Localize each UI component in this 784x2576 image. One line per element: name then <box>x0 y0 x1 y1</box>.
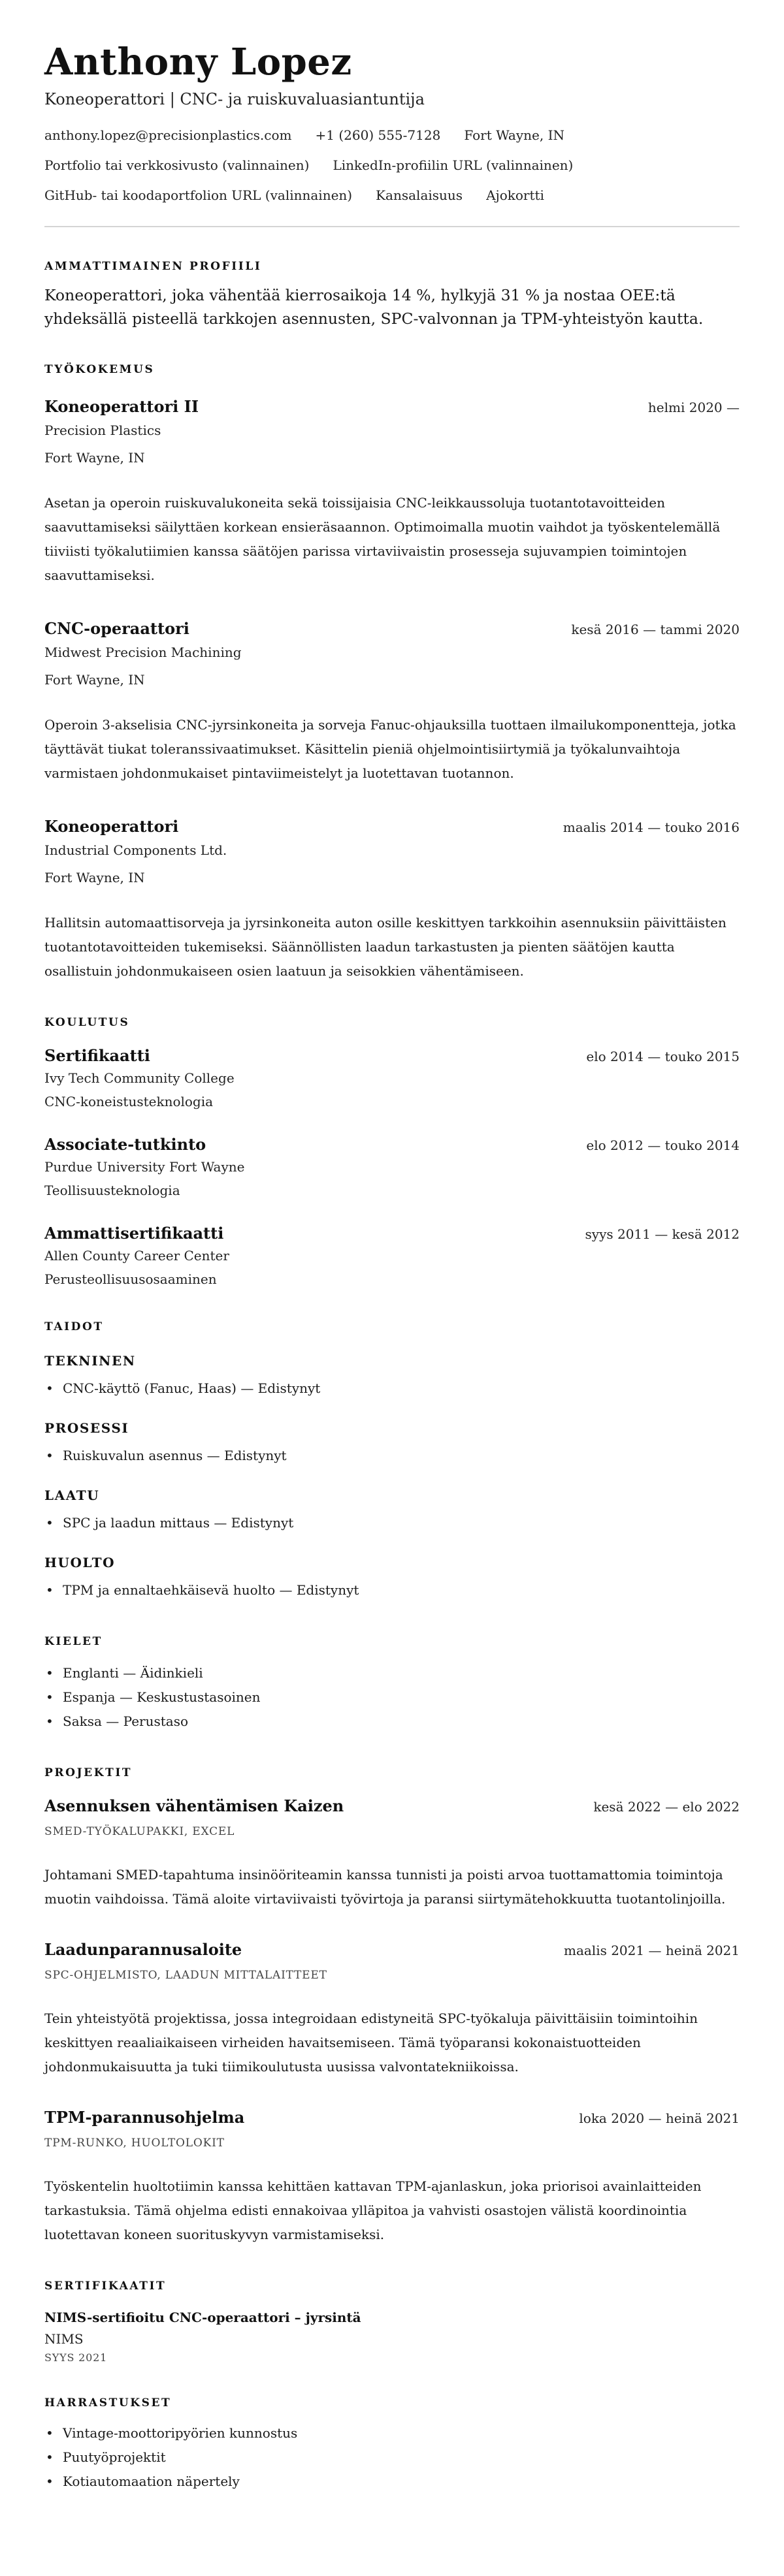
job-description: Hallitsin automaattisorveja ja jyrsinkoneita auton osille keskittyen tarkkoihin asennuksiin päivittäisten tuotantotavoitteiden tukemiseksi. Säännöllisten laadun tarkastusten ja pienten säätöjen kautta osallistuin johdonmukaiseen osien laatuun ja seisokkien vähentämiseen. <box>44 915 727 979</box>
profile-summary: Koneoperattori, joka vähentää kierrosaikoja 14 %, hylkyjä 31 % ja nostaa OEE:tä yhdeksällä pisteellä tarkkojen asennusten, SPC-valvonnan ja TPM-yhteistyön kautta. <box>44 286 704 328</box>
project-date: maalis 2021 — heinä 2021 <box>563 1943 740 1958</box>
section-title-projects: PROJEKTIT <box>44 1766 133 1779</box>
project-entry <box>44 2108 740 2247</box>
education-date: elo 2012 — touko 2014 <box>586 1137 740 1153</box>
contact-citizenship: Kansalaisuus <box>376 187 463 203</box>
job-company: Midwest Precision Machining <box>44 644 242 660</box>
project-description: Tein yhteistyötä projektissa, jossa integroidaan edistyneitä SPC-työkaluja päivittäisiin toimintoihin keskittyen reaaliaikaiseen virheiden havaitsemiseen. Tämä työparansi kokonaistuotteiden johdonmukaisuutta ja tuki tiimikoulutusta uusissa valvontatekniikoissa. <box>44 2011 698 2075</box>
job-entry <box>44 397 740 588</box>
job-location: Fort Wayne, IN <box>44 870 145 885</box>
job-title: Koneoperattori II <box>44 397 199 416</box>
education-degree: Associate-tutkinto <box>44 1135 206 1154</box>
projects-section <box>44 1766 740 2247</box>
job-date: kesä 2016 — tammi 2020 <box>571 622 740 637</box>
job-company: Precision Plastics <box>44 422 161 438</box>
skill-item: • Ruiskuvalun asennus — Edistynyt <box>44 1444 740 1468</box>
education-school: Ivy Tech Community College <box>44 1070 235 1086</box>
hobbies-section <box>44 2396 740 2494</box>
skill-category: LAATU <box>44 1487 100 1503</box>
section-title-profile: AMMATTIMAINEN PROFIILI <box>44 260 262 273</box>
education-school: Purdue University Fort Wayne <box>44 1159 245 1175</box>
languages-section <box>44 1635 740 1734</box>
project-tech: TPM-RUNKO, HUOLTOLOKIT <box>44 2137 225 2150</box>
skill-category: PROSESSI <box>44 1420 129 1436</box>
project-title: TPM-parannusohjelma <box>44 2108 245 2127</box>
contact-drivers-license: Ajokortti <box>486 187 544 203</box>
project-title: Laadunparannusaloite <box>44 1940 242 1959</box>
hobby-item: • Kotiautomaation näpertely <box>44 2470 740 2494</box>
language-item: • Englanti — Äidinkieli <box>44 1661 740 1685</box>
skill-list <box>44 1578 740 1602</box>
contact-portfolio[interactable]: Portfolio tai verkkosivusto (valinnainen) <box>44 157 310 173</box>
contact-row <box>44 157 740 174</box>
candidate-headline: Koneoperattori | CNC- ja ruiskuvaluasiantuntija <box>44 90 425 108</box>
job-title: Koneoperattori <box>44 817 179 836</box>
project-description: Työskentelin huoltotiimin kanssa kehittäen kattavan TPM-ajanlaskun, joka priorisoi avainlaitteiden tarkastuksia. Tämä ohjelma edisti ennakoivaa ylläpitoa ja vahvisti osastojen välistä koordinointia luotettavan koneen suorituskyvyn varmistamiseksi. <box>44 2178 702 2242</box>
education-degree: Sertifikaatti <box>44 1046 150 1065</box>
education-date: elo 2014 — touko 2015 <box>586 1049 740 1064</box>
hobby-list <box>44 2421 740 2494</box>
resume-header <box>44 40 740 227</box>
skill-item: • SPC ja laadun mittaus — Edistynyt <box>44 1511 740 1535</box>
section-title-education: KOULUTUS <box>44 1016 130 1029</box>
job-description: Operoin 3-akselisia CNC-jyrsinkoneita ja sorveja Fanuc-ohjauksilla tuottaen ilmailukomponentteja, jotka täyttävät tiukat toleranssivaatimukset. Käsittelin pieniä ohjelmointisiirtymiä ja työkalunvaihtoja varmistaen johdonmukaiset pintaviimeistelyt ja luotettavan tuotannon. <box>44 717 736 781</box>
education-degree: Ammattisertifikaatti <box>44 1224 224 1243</box>
language-list <box>44 1661 740 1734</box>
contact-phone[interactable]: +1 (260) 555-7128 <box>315 127 441 143</box>
education-date: syys 2011 — kesä 2012 <box>585 1226 740 1242</box>
skill-list <box>44 1511 740 1535</box>
education-school: Allen County Career Center <box>44 1248 229 1264</box>
project-entry <box>44 1940 740 2079</box>
hobby-item: • Vintage-moottoripyörien kunnostus <box>44 2421 740 2445</box>
skill-category: HUOLTO <box>44 1555 116 1570</box>
education-entry <box>44 1224 740 1288</box>
job-description: Asetan ja operoin ruiskuvalukoneita sekä toissijaisia CNC-leikkaussoluja tuotantotavoitteiden saavuttamiseksi säilyttäen korkean ensieräsaannon. Optimoimalla muotin vaihdot ja työskentelemällä tiiviisti työkalutiimien kanssa säätöjen parissa virtaviivaistin prosesseja sujuvampien toimintojen saavuttamiseksi. <box>44 495 721 583</box>
job-location: Fort Wayne, IN <box>44 672 145 688</box>
skills-section <box>44 1320 740 1602</box>
language-item: • Saksa — Perustaso <box>44 1709 740 1734</box>
project-tech: SMED-TYÖKALUPAKKI, EXCEL <box>44 1825 235 1838</box>
job-entry <box>44 619 740 786</box>
skill-category: TEKNINEN <box>44 1353 136 1369</box>
section-title-skills: TAIDOT <box>44 1320 104 1333</box>
education-field: Perusteollisuusosaaminen <box>44 1271 217 1287</box>
skill-list <box>44 1376 740 1401</box>
skill-item: • CNC-käyttö (Fanuc, Haas) — Edistynyt <box>44 1376 740 1401</box>
project-description: Johtamani SMED-tapahtuma insinööriteamin kanssa tunnisti ja poisti arvoa tuottamattomia toimintoja muotin vaihdoissa. Tämä aloite virtaviivaisti työvirtoja ja paransi siirtymätehokkuutta tuotantolinjoilla. <box>44 1867 726 1907</box>
job-entry <box>44 817 740 983</box>
project-tech: SPC-OHJELMISTO, LAADUN MITTALAITTEET <box>44 1969 327 1982</box>
job-location: Fort Wayne, IN <box>44 450 145 466</box>
project-date: kesä 2022 — elo 2022 <box>593 1799 740 1815</box>
section-title-hobbies: HARRASTUKSET <box>44 2396 172 2409</box>
section-title-languages: KIELET <box>44 1635 103 1648</box>
contact-email[interactable]: anthony.lopez@precisionplastics.com <box>44 127 292 143</box>
section-title-experience: TYÖKOKEMUS <box>44 363 155 376</box>
certification-date: SYYS 2021 <box>44 2351 108 2364</box>
education-entry <box>44 1135 740 1199</box>
experience-section <box>44 363 740 983</box>
certification-issuer: NIMS <box>44 2331 84 2347</box>
education-field: CNC-koneistusteknologia <box>44 1094 214 1109</box>
contact-location: Fort Wayne, IN <box>464 127 564 143</box>
project-entry <box>44 1796 740 1911</box>
education-entry <box>44 1046 740 1110</box>
hobby-item: • Puutyöprojektit <box>44 2445 740 2470</box>
project-date: loka 2020 — heinä 2021 <box>579 2110 740 2126</box>
education-field: Teollisuusteknologia <box>44 1183 180 1198</box>
skill-item: • TPM ja ennaltaehkäisevä huolto — Edistynyt <box>44 1578 740 1602</box>
project-title: Asennuksen vähentämisen Kaizen <box>44 1796 344 1815</box>
contact-row <box>44 127 740 144</box>
education-section <box>44 1016 740 1288</box>
candidate-name: Anthony Lopez <box>44 40 352 84</box>
section-title-certifications: SERTIFIKAATIT <box>44 2280 167 2293</box>
job-date: helmi 2020 — <box>647 400 740 415</box>
job-company: Industrial Components Ltd. <box>44 842 227 858</box>
contact-row <box>44 187 740 204</box>
job-date: maalis 2014 — touko 2016 <box>563 819 740 835</box>
job-title: CNC-operaattori <box>44 619 189 638</box>
contact-linkedin[interactable]: LinkedIn-profiilin URL (valinnainen) <box>333 157 574 173</box>
certification-name: NIMS-sertifioitu CNC-operaattori – jyrsintä <box>44 2310 361 2325</box>
certifications-section <box>44 2280 740 2364</box>
header-divider <box>44 226 740 227</box>
language-item: • Espanja — Keskustustasoinen <box>44 1685 740 1709</box>
contact-github[interactable]: GitHub- tai koodaportfolion URL (valinnainen) <box>44 187 353 203</box>
skill-list <box>44 1444 740 1468</box>
